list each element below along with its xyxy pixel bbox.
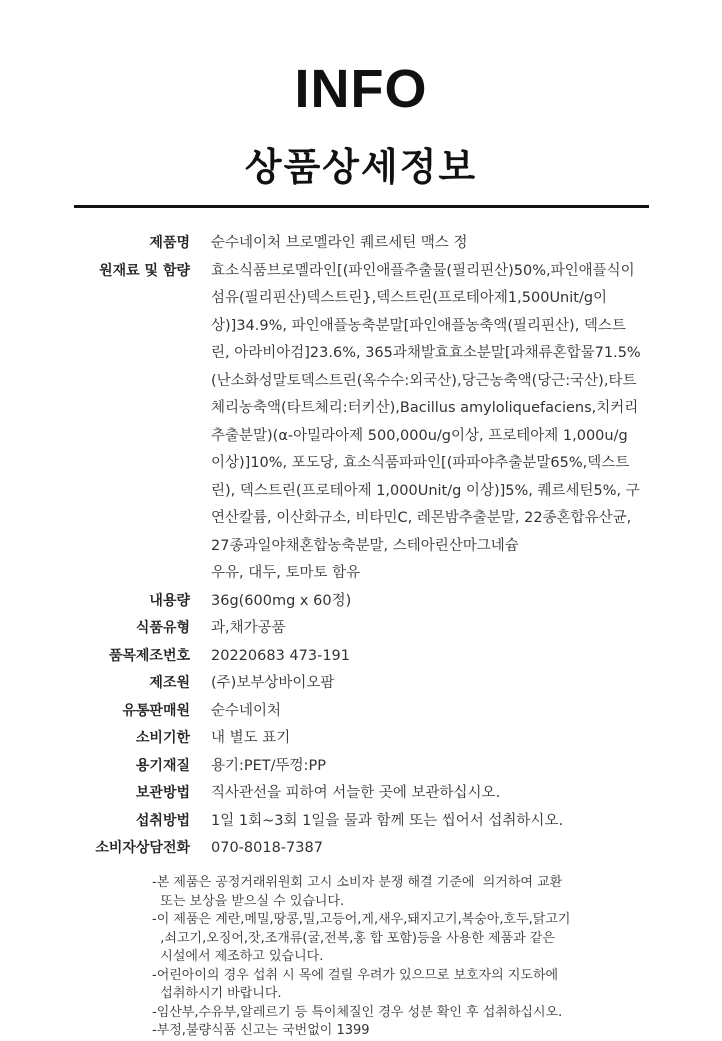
spec-label: 섭취방법 bbox=[135, 812, 190, 829]
notice-line: -이 제품은 계란,메밀,땅콩,밀,고등어,게,새우,돼지고기,복숭아,호두,닭고기 bbox=[152, 912, 571, 927]
spec-label: 식품유형 bbox=[135, 620, 190, 636]
spec-row bbox=[0, 230, 722, 258]
spec-label: 제조원 bbox=[149, 675, 190, 691]
spec-label: 용기재질 bbox=[135, 757, 190, 774]
spec-value-line: 36g(600mg x 60정) bbox=[211, 592, 352, 609]
spec-label: 유통판매원 bbox=[122, 702, 190, 719]
page-subtitle: 상품상세정보 bbox=[244, 145, 478, 189]
spec-value bbox=[211, 753, 641, 781]
spec-value-line: 추출분말)(α-아밀라아제 500,000u/g이상, 프로테아제 1,000u/g bbox=[211, 427, 628, 444]
spec-value bbox=[211, 698, 641, 726]
spec-value-line: 체리농축액(타트체리:터키산),Bacillus amyloliquefaciens,치커리 bbox=[211, 400, 639, 416]
spec-row bbox=[0, 808, 722, 836]
spec-value-line: 이상)]10%, 포도당, 효소식품파파인[(파파야추출분말65%,덱스트 bbox=[211, 455, 630, 471]
notice-line: 또는 보상을 받으실 수 있습니다. bbox=[152, 893, 345, 909]
spec-value-line: 1일 1회~3회 1일을 물과 함께 또는 씹어서 섭취하시오. bbox=[211, 812, 564, 829]
notice-line: -어린아이의 경우 섭취 시 목에 걸릴 우려가 있으므로 보호자의 지도하에 bbox=[152, 967, 559, 983]
spec-value-line: 우유, 대두, 토마토 함유 bbox=[211, 565, 361, 581]
spec-value-line: 상)]34.9%, 파인애플농축분말[파인애플농축액(필리핀산), 덱스트 bbox=[211, 317, 626, 334]
notice-line: -본 제품은 공정거래위원회 고시 소비자 분쟁 해결 기준에 의거하여 교환 bbox=[152, 875, 563, 890]
spec-value-line: 연산칼륨, 이산화규소, 비타민C, 레몬밤추출분말, 22종혼합유산균, bbox=[211, 510, 632, 526]
spec-label: 내용량 bbox=[149, 592, 190, 609]
spec-value-line: 섬유(필리핀산)덱스트린},덱스트린(프로테아제1,500Unit/g이 bbox=[211, 290, 608, 306]
spec-row bbox=[0, 725, 722, 753]
spec-value-line: 순수네이처 bbox=[211, 702, 282, 719]
spec-value bbox=[211, 780, 641, 808]
notice-line: 시설에서 제조하고 있습니다. bbox=[152, 949, 324, 964]
spec-row bbox=[0, 258, 722, 588]
spec-value bbox=[211, 808, 641, 836]
spec-value bbox=[211, 230, 641, 258]
spec-label: 소비기한 bbox=[135, 730, 190, 746]
spec-value bbox=[211, 835, 641, 863]
spec-label: 품목제조번호 bbox=[108, 647, 190, 664]
spec-value-line: (난소화성말토덱스트린(옥수수:외국산),당근농축액(당근:국산),타트 bbox=[211, 372, 637, 389]
page-title: INFO bbox=[294, 59, 428, 119]
spec-value-line: 린), 덱스트린(프로테아제 1,000Unit/g 이상)]5%, 퀘르세틴5%, 구 bbox=[211, 482, 640, 499]
spec-row bbox=[0, 753, 722, 781]
spec-value-line: (주)보부상바이오팜 bbox=[211, 675, 335, 691]
spec-value-line: 직사관선을 피하여 서늘한 곳에 보관하십시오. bbox=[211, 785, 501, 801]
spec-row bbox=[0, 643, 722, 671]
spec-value-line: 20220683 473-191 bbox=[211, 647, 350, 664]
spec-value bbox=[211, 725, 641, 753]
spec-value-line: 070-8018-7387 bbox=[211, 840, 323, 856]
spec-value bbox=[211, 670, 641, 698]
spec-row bbox=[0, 615, 722, 643]
spec-value-line: 27종과일야채혼합농축분말, 스테아린산마그네슘 bbox=[211, 537, 519, 554]
notice-line: -임산부,수유부,알레르기 등 특이체질인 경우 성분 확인 후 섭취하십시오. bbox=[152, 1004, 563, 1020]
spec-value bbox=[211, 258, 641, 588]
notice-line: -부정,불량식품 신고는 국번없이 1399 bbox=[152, 1023, 370, 1038]
spec-value bbox=[211, 643, 641, 671]
spec-row bbox=[0, 698, 722, 726]
notice-list bbox=[152, 874, 592, 1041]
spec-label: 원재료 및 함량 bbox=[99, 262, 190, 279]
spec-row bbox=[0, 588, 722, 616]
spec-row bbox=[0, 835, 722, 863]
spec-value-line: 과,채가공품 bbox=[211, 620, 286, 636]
spec-row bbox=[0, 780, 722, 808]
spec-value-line: 순수네이처 브로멜라인 퀘르세틴 맥스 정 bbox=[211, 235, 468, 251]
spec-label: 소비자상담전화 bbox=[95, 840, 190, 856]
spec-row bbox=[0, 670, 722, 698]
spec-value bbox=[211, 615, 641, 643]
notice-line: 섭취하시기 바랍니다. bbox=[152, 986, 282, 1001]
spec-value-line: 효소식품브로멜라인[(파인애플추출물(필리핀산)50%,파인애플식이 bbox=[211, 262, 635, 279]
spec-label: 보관방법 bbox=[135, 785, 190, 801]
spec-value bbox=[211, 588, 641, 616]
spec-value-line: 린, 아라비아검]23.6%, 365과채발효효소분말[과채류혼합물71.5% bbox=[211, 345, 641, 361]
spec-value-line: 용기:PET/뚜껑:PP bbox=[211, 757, 326, 774]
spec-label: 제품명 bbox=[149, 235, 190, 251]
spec-value-line: 내 별도 표기 bbox=[211, 730, 291, 746]
divider bbox=[74, 205, 649, 208]
spec-table bbox=[0, 230, 722, 863]
notice-line: ,쇠고기,오징어,잣,조개류(굴,전복,홍 합 포함)등을 사용한 제품과 같은 bbox=[152, 930, 555, 946]
